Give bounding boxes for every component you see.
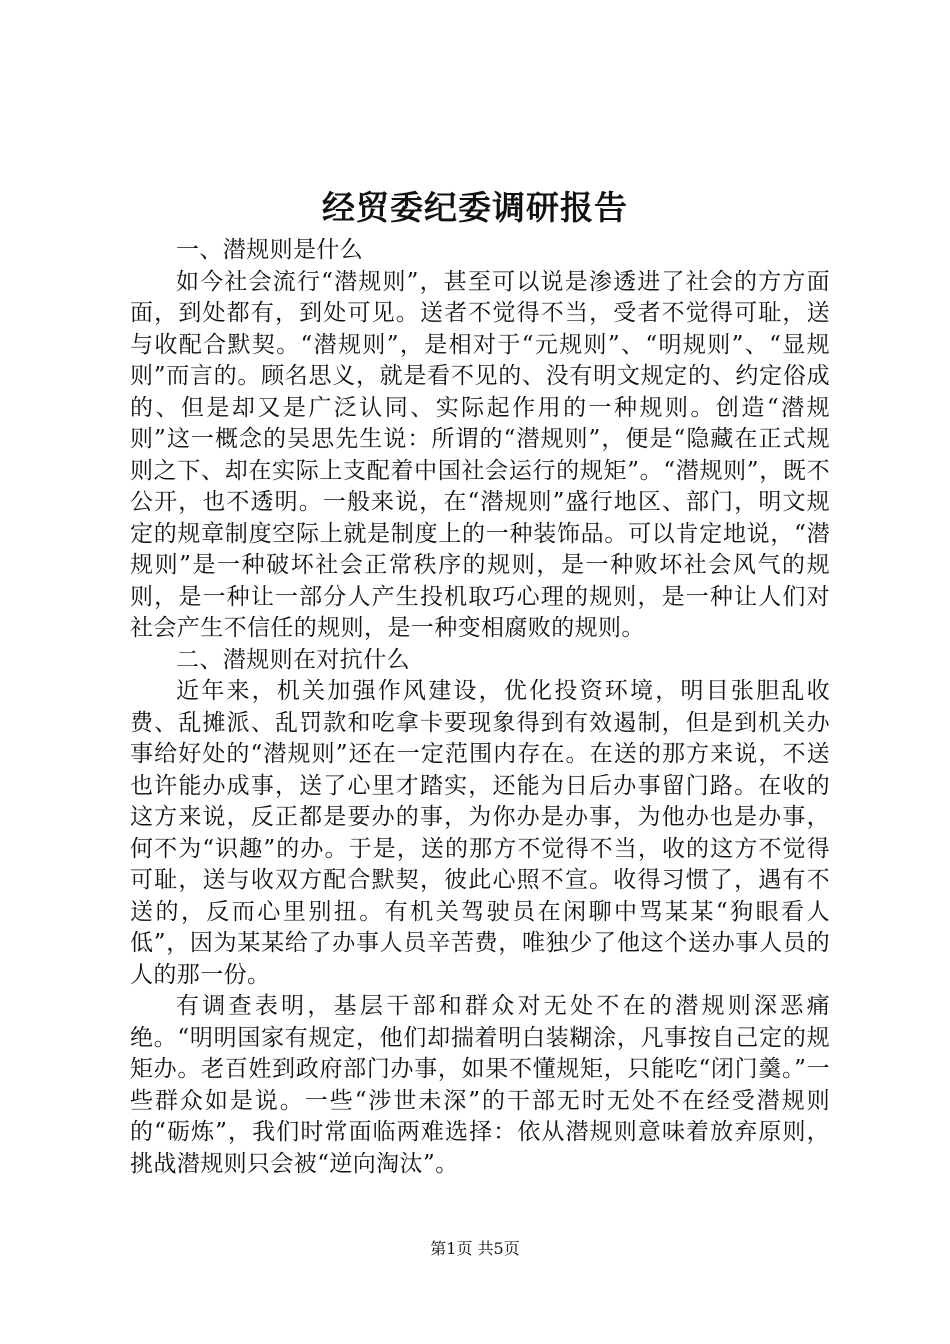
document-body bbox=[130, 235, 830, 1180]
paragraph: 如今社会流行“潜规则”，甚至可以说是渗透进了社会的方方面面，到处都有，到处可见。送者不觉得不当，受者不觉得可耻，送与收配合默契。“潜规则”，是相对于“元规则”、“明规则”、“显规则”而言的。顾名思义，就是看不见的、没有明文规定的、约定俗成的、但是却又是广泛认同、实际起作用的一种规则。创造“潜规则”这一概念的吴思先生说：所谓的“潜规则”，便是“隐藏在正式规则之下、却在实际上支配着中国社会运行的规矩”。“潜规则”，既不公开，也不透明。一般来说，在“潜规则”盛行地区、部门，明文规定的规章制度空际上就是制度上的一种装饰品。可以肯定地说，“潜规则”是一种破坏社会正常秩序的规则，是一种败坏社会风气的规则，是一种让一部分人产生投机取巧心理的规则，是一种让人们对社会产生不信任的规则，是一种变相腐败的规则。 bbox=[130, 268, 830, 641]
document-title: 经贸委纪委调研报告 bbox=[322, 188, 628, 227]
section-heading-2: 二、潜规则在对抗什么 bbox=[176, 646, 410, 673]
paragraph: 近年来，机关加强作风建设，优化投资环境，明目张胆乱收费、乱摊派、乱罚款和吃拿卡要现象得到有效遏制，但是到机关办事给好处的“潜规则”还在一定范围内存在。在送的那方来说，不送也许能办成事，送了心里才踏实，还能为日后办事留门路。在收的这方来说，反正都是要办的事，为你办是办事，为他办也是办事，何不为“识趣”的办。于是，送的那方不觉得不当，收的这方不觉得可耻，送与收双方配合默契，彼此心照不宣。收得习惯了，遇有不送的，反而心里别扭。有机关驾驶员在闲聊中骂某某“狗眼看人低”，因为某某给了办事人员辛苦费，唯独少了他这个送办事人员的人的那一份。 bbox=[130, 678, 830, 988]
paragraph: 有调查表明，基层干部和群众对无处不在的潜规则深恶痛绝。“明明国家有规定，他们却揣着明白装糊涂，凡事按自己定的规矩办。老百姓到政府部门办事，如果不懂规矩，只能吃“闭门羹。”一些群众如是说。一些“涉世未深”的干部无时无处不在经受潜规则的“砺炼”，我们时常面临两难选择：依从潜规则意味着放弃原则，挑战潜规则只会被“逆向淘汰”。 bbox=[130, 993, 830, 1177]
section-heading-1: 一、潜规则是什么 bbox=[176, 237, 364, 263]
page-footer: 第1页 共5页 bbox=[430, 1239, 520, 1258]
